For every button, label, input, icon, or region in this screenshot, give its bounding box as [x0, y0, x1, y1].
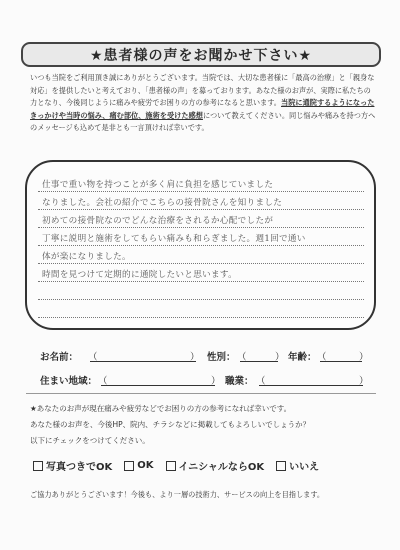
intro-part-2: について教えてください。同じ悩みや痛みを持つ方へのメッセージも込めて是非とも一言頂ければ幸いです。: [30, 110, 376, 132]
option-label: いいえ: [289, 462, 320, 473]
note-line-2: あなた様のお声を、今後HP、院内、チラシなどに掲載してもよろしいでしょうか？: [30, 420, 311, 429]
option-ok[interactable]: [124, 458, 153, 473]
gender-close-paren: ）: [275, 352, 285, 363]
option-no[interactable]: [276, 458, 319, 473]
age-close-paren: ）: [359, 352, 369, 363]
option-initials-ok[interactable]: [166, 458, 265, 473]
handwritten-text: 体が楽になりました。: [42, 252, 131, 262]
checkbox-icon[interactable]: [276, 461, 286, 471]
name-label: お名前：: [40, 352, 79, 363]
intro-emphasis: 当院に通院するようになったきっかけや当時の悩み、痛む部位、施術を受けた感想: [30, 98, 375, 120]
intro-part-1: いつも当院をご利用頂き誠にありがとうございます。当院では、大切な患者様に「最高の治療」と「親身な対応」を提供したいと考えており、「患者様の声」を募っております。あなた様のお声が、実際に私たちの力となり、今後同じように痛みや疲労でお困りの方の参考になると思います。: [30, 73, 375, 107]
divider: [26, 393, 376, 394]
footer-text: ご協力ありがとうございます！今後も、より一層の技術力、サービスの向上を目指します。: [30, 490, 325, 499]
comment-line: [38, 210, 364, 228]
job-open-paren: （: [256, 376, 266, 387]
comment-line: [38, 192, 364, 210]
age-field[interactable]: [320, 361, 362, 362]
comment-line: [38, 282, 364, 300]
comment-line: [38, 300, 364, 318]
age-label: 年齢：: [288, 352, 317, 363]
handwritten-text: 仕事で重い物を持つことが多く肩に負担を感じていました: [42, 180, 274, 190]
area-open-paren: （: [98, 376, 108, 387]
area-field[interactable]: [101, 385, 215, 386]
form-title: ★患者様の声をお聞かせ下さい★: [21, 42, 381, 67]
checkbox-icon[interactable]: [166, 461, 176, 471]
handwritten-text: 初めての接骨院なのでどんな治療をされるか心配でしたが: [42, 216, 274, 226]
checkbox-icon[interactable]: [124, 461, 134, 471]
option-label: OK: [137, 460, 154, 471]
note-line-3: 以下にチェックをつけてください。: [30, 436, 150, 445]
age-open-paren: （: [317, 352, 327, 363]
comment-line: [38, 264, 364, 282]
name-close-paren: ）: [190, 352, 200, 363]
name-open-paren: （: [88, 352, 98, 363]
intro-text: [30, 72, 376, 135]
gender-label: 性別：: [207, 352, 236, 363]
area-close-paren: ）: [211, 376, 221, 387]
comment-lines: [38, 174, 364, 318]
comment-line: [38, 174, 364, 192]
option-photo-ok[interactable]: [33, 458, 112, 473]
job-field[interactable]: [259, 385, 363, 386]
handwritten-text: 時間を見つけて定期的に通院したいと思います。: [42, 270, 237, 280]
comment-line: [38, 228, 364, 246]
gender-field[interactable]: [240, 361, 278, 362]
handwritten-text: なりました。会社の紹介でこちらの接骨院さんを知りました: [42, 198, 283, 208]
job-label: 職業：: [225, 376, 254, 387]
area-label: 住まい地域：: [40, 376, 98, 387]
note-line-1: ★あなたのお声が現在痛みや疲労などでお困りの方の参考になれば幸いです。: [30, 404, 292, 413]
name-field[interactable]: [90, 361, 196, 362]
checkbox-icon[interactable]: [33, 461, 43, 471]
handwritten-text: 丁寧に説明と施術をしてもらい痛みも和らぎました。週1回で通い: [42, 234, 306, 244]
permission-options: [33, 458, 319, 473]
option-label: イニシャルならOK: [178, 462, 265, 473]
gender-open-paren: （: [237, 352, 247, 363]
option-label: 写真つきでOK: [46, 462, 113, 473]
job-close-paren: ）: [359, 376, 369, 387]
comment-line: [38, 246, 364, 264]
